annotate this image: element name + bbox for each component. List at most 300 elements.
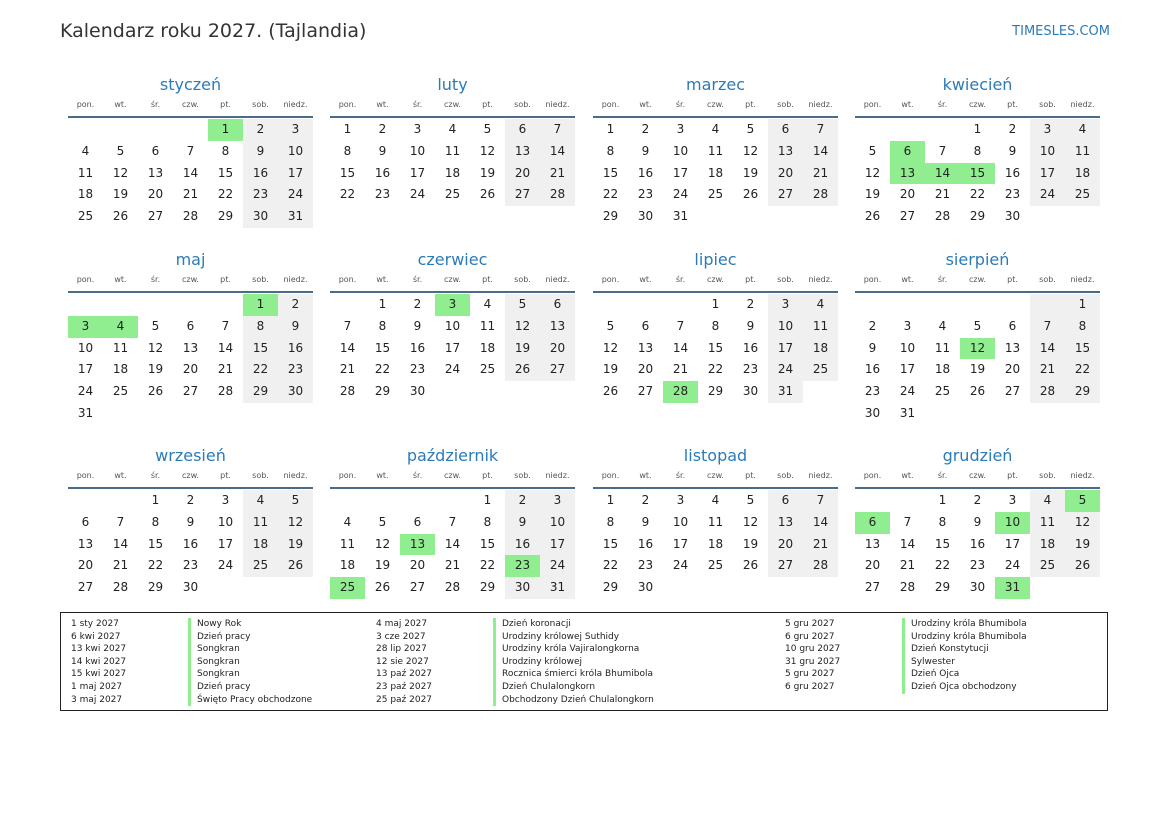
holiday-name: Urodziny królowej xyxy=(493,656,582,669)
day-cell: 17 xyxy=(672,165,689,180)
day-cell: 25 xyxy=(444,187,461,202)
weekday-label: niedz. xyxy=(808,275,833,284)
day-cell: 23 xyxy=(864,384,881,399)
day-cell: 22 xyxy=(339,187,356,202)
day-cell: 2 xyxy=(1008,122,1017,136)
page-title: Kalendarz roku 2027. (Tajlandia) xyxy=(60,20,367,42)
empty-day-cell xyxy=(208,403,243,425)
day-cell: 27 xyxy=(409,580,426,595)
day-cell: 24 xyxy=(409,187,426,202)
month-calendar xyxy=(855,74,1100,228)
day-cell: 28 xyxy=(803,184,838,206)
day-cell: 31 xyxy=(995,577,1030,599)
day-cell: 30 xyxy=(243,206,278,228)
empty-day-cell xyxy=(768,206,803,228)
header-divider xyxy=(68,116,313,118)
day-cell: 16 xyxy=(742,340,759,355)
day-cell: 11 xyxy=(707,514,724,529)
day-grid xyxy=(593,294,838,403)
day-cell: 3 xyxy=(676,122,685,136)
day-cell: 23 xyxy=(243,184,278,206)
empty-day-cell xyxy=(995,403,1030,425)
day-cell: 5 xyxy=(505,294,540,316)
day-cell: 8 xyxy=(221,143,230,158)
day-grid xyxy=(593,490,838,599)
week-row xyxy=(330,338,575,360)
day-cell: 3 xyxy=(68,316,103,338)
day-cell: 20 xyxy=(409,558,426,573)
header-divider xyxy=(593,487,838,489)
day-cell: 28 xyxy=(663,381,698,403)
week-row xyxy=(68,359,313,381)
empty-day-cell xyxy=(960,403,995,425)
legend-row xyxy=(785,681,1027,694)
day-cell: 15 xyxy=(960,163,995,185)
day-cell: 3 xyxy=(435,294,470,316)
day-cell: 29 xyxy=(934,580,951,595)
weekday-label: pon. xyxy=(601,100,620,109)
week-row xyxy=(855,184,1100,206)
holiday-name: Dzień Chulalongkorn xyxy=(493,681,595,694)
empty-day-cell xyxy=(470,381,505,403)
empty-day-cell xyxy=(435,490,470,512)
weekday-label: niedz. xyxy=(283,275,308,284)
month-name: styczeń xyxy=(159,75,222,94)
weekday-label: pt. xyxy=(482,471,493,480)
day-cell: 6 xyxy=(890,141,925,163)
weekday-label: pon. xyxy=(76,471,95,480)
week-row xyxy=(330,577,575,599)
empty-day-cell xyxy=(208,294,243,316)
week-row xyxy=(855,163,1100,185)
legend-row xyxy=(785,668,1027,681)
day-cell: 25 xyxy=(707,187,724,202)
day-cell: 13 xyxy=(540,316,575,338)
weekday-label: sob. xyxy=(252,471,269,480)
empty-day-cell xyxy=(1030,577,1065,599)
day-cell: 20 xyxy=(637,362,654,377)
day-cell: 10 xyxy=(995,512,1030,534)
weekday-label: śr. xyxy=(412,471,423,480)
day-cell: 27 xyxy=(182,384,199,399)
holiday-name: Sylwester xyxy=(902,656,955,669)
day-cell: 12 xyxy=(374,536,391,551)
day-cell: 7 xyxy=(1030,316,1065,338)
weekday-label: śr. xyxy=(150,471,161,480)
week-row xyxy=(593,119,838,141)
week-row xyxy=(593,141,838,163)
holiday-name: Obchodzony Dzień Chulalongkorn xyxy=(493,694,654,707)
day-cell: 9 xyxy=(278,316,313,338)
week-row xyxy=(68,534,313,556)
weekday-label: wt. xyxy=(901,471,914,480)
day-cell: 31 xyxy=(672,209,689,224)
day-cell: 16 xyxy=(864,362,881,377)
holiday-name: Dzień pracy xyxy=(188,681,250,694)
day-cell: 3 xyxy=(1008,493,1017,507)
day-grid xyxy=(68,490,313,599)
weekday-label: sob. xyxy=(252,100,269,109)
weekday-label: wt. xyxy=(376,100,389,109)
day-cell: 10 xyxy=(899,340,916,355)
day-cell: 21 xyxy=(1030,359,1065,381)
empty-day-cell xyxy=(103,490,138,512)
week-row xyxy=(593,338,838,360)
empty-day-cell xyxy=(540,381,575,403)
day-cell: 9 xyxy=(378,143,387,158)
day-cell: 22 xyxy=(1065,359,1100,381)
empty-day-cell xyxy=(278,403,313,425)
day-cell: 20 xyxy=(768,534,803,556)
day-cell: 21 xyxy=(444,558,461,573)
day-cell: 14 xyxy=(803,512,838,534)
day-cell: 7 xyxy=(540,119,575,141)
day-cell: 23 xyxy=(637,558,654,573)
day-cell: 6 xyxy=(768,119,803,141)
day-cell: 13 xyxy=(637,340,654,355)
day-cell: 8 xyxy=(1065,316,1100,338)
weekday-label: sob. xyxy=(1039,100,1056,109)
day-cell: 7 xyxy=(221,318,230,333)
day-cell: 18 xyxy=(934,362,951,377)
day-cell: 19 xyxy=(147,362,164,377)
day-cell: 6 xyxy=(81,514,90,529)
weekday-label: niedz. xyxy=(283,100,308,109)
day-grid xyxy=(330,490,575,599)
day-cell: 19 xyxy=(1065,534,1100,556)
holiday-date: 13 paź 2027 xyxy=(376,669,433,680)
day-cell: 21 xyxy=(899,558,916,573)
holiday-name: Nowy Rok xyxy=(188,618,241,631)
day-cell: 14 xyxy=(112,536,129,551)
day-cell: 17 xyxy=(1030,163,1065,185)
empty-day-cell xyxy=(803,206,838,228)
week-row xyxy=(68,119,313,141)
day-cell: 22 xyxy=(479,558,496,573)
empty-day-cell xyxy=(925,119,960,141)
legend-row xyxy=(376,694,654,707)
week-row xyxy=(593,294,838,316)
day-cell: 14 xyxy=(672,340,689,355)
weekday-label: pt. xyxy=(745,471,756,480)
day-cell: 6 xyxy=(413,514,422,529)
empty-day-cell xyxy=(803,381,838,403)
day-cell: 27 xyxy=(505,184,540,206)
legend-row xyxy=(71,656,312,669)
day-cell: 17 xyxy=(768,338,803,360)
day-cell: 20 xyxy=(182,362,199,377)
holiday-name: Dzień Ojca xyxy=(902,668,959,681)
weekday-label: pt. xyxy=(220,100,231,109)
day-cell: 15 xyxy=(243,338,278,360)
day-cell: 23 xyxy=(1004,187,1021,202)
day-cell: 7 xyxy=(116,514,125,529)
holiday-date: 28 lip 2027 xyxy=(376,644,427,655)
day-cell: 31 xyxy=(77,405,94,420)
day-cell: 25 xyxy=(479,362,496,377)
day-cell: 4 xyxy=(81,143,90,158)
day-cell: 1 xyxy=(343,122,352,136)
month-name: sierpień xyxy=(945,250,1010,269)
empty-day-cell xyxy=(890,490,925,512)
day-cell: 30 xyxy=(278,381,313,403)
day-cell: 20 xyxy=(505,163,540,185)
empty-day-cell xyxy=(1030,294,1065,316)
empty-day-cell xyxy=(698,577,733,599)
day-cell: 2 xyxy=(413,297,422,311)
empty-day-cell xyxy=(208,577,243,599)
legend-row xyxy=(71,668,312,681)
holiday-date: 5 gru 2027 xyxy=(785,669,835,680)
weekday-label: śr. xyxy=(675,471,686,480)
month-name: kwiecień xyxy=(942,75,1013,94)
day-cell: 8 xyxy=(606,143,615,158)
day-cell: 20 xyxy=(147,187,164,202)
week-row xyxy=(593,184,838,206)
day-cell: 16 xyxy=(278,338,313,360)
day-cell: 28 xyxy=(899,580,916,595)
weekday-label: pon. xyxy=(76,275,95,284)
day-cell: 1 xyxy=(606,122,615,136)
day-cell: 19 xyxy=(969,362,986,377)
legend-column xyxy=(785,618,1027,694)
week-row xyxy=(593,512,838,534)
empty-day-cell xyxy=(733,206,768,228)
holiday-date: 1 sty 2027 xyxy=(71,619,119,629)
day-cell: 30 xyxy=(742,384,759,399)
holiday-date: 14 kwi 2027 xyxy=(71,656,127,667)
day-cell: 9 xyxy=(641,514,650,529)
day-cell: 29 xyxy=(1065,381,1100,403)
site-link[interactable]: TIMESLES.COM xyxy=(1012,24,1110,39)
weekday-label: pt. xyxy=(745,100,756,109)
day-cell: 25 xyxy=(112,384,129,399)
day-cell: 23 xyxy=(374,187,391,202)
day-cell: 5 xyxy=(378,514,387,529)
day-cell: 16 xyxy=(374,165,391,180)
day-cell: 11 xyxy=(934,340,951,355)
day-grid xyxy=(855,490,1100,599)
weekday-label: pon. xyxy=(338,100,357,109)
day-cell: 8 xyxy=(343,143,352,158)
weekday-label: czw. xyxy=(969,275,986,284)
day-cell: 12 xyxy=(147,340,164,355)
week-row xyxy=(68,163,313,185)
weekday-label: wt. xyxy=(639,275,652,284)
holiday-name: Urodziny królowej Suthidy xyxy=(493,631,619,644)
day-cell: 27 xyxy=(864,580,881,595)
empty-day-cell xyxy=(663,577,698,599)
empty-day-cell xyxy=(68,119,103,141)
day-cell: 16 xyxy=(409,340,426,355)
week-row xyxy=(855,119,1100,141)
empty-day-cell xyxy=(400,490,435,512)
day-cell: 3 xyxy=(413,122,422,136)
day-cell: 10 xyxy=(444,318,461,333)
day-cell: 13 xyxy=(147,165,164,180)
day-cell: 5 xyxy=(746,122,755,136)
day-cell: 21 xyxy=(339,362,356,377)
day-grid xyxy=(593,119,838,228)
day-cell: 21 xyxy=(112,558,129,573)
day-cell: 10 xyxy=(1030,141,1065,163)
day-cell: 30 xyxy=(637,580,654,595)
day-cell: 13 xyxy=(864,536,881,551)
day-cell: 15 xyxy=(147,536,164,551)
weekday-header xyxy=(330,469,575,483)
day-cell: 20 xyxy=(899,187,916,202)
holiday-date: 15 kwi 2027 xyxy=(71,669,127,680)
day-cell: 13 xyxy=(890,163,925,185)
day-cell: 3 xyxy=(221,493,230,507)
day-cell: 9 xyxy=(413,318,422,333)
day-cell: 4 xyxy=(711,493,720,507)
day-cell: 17 xyxy=(1004,536,1021,551)
day-cell: 17 xyxy=(540,534,575,556)
empty-day-cell xyxy=(365,490,400,512)
day-cell: 23 xyxy=(409,362,426,377)
holiday-name: Dzień pracy xyxy=(188,631,250,644)
empty-day-cell xyxy=(593,294,628,316)
empty-day-cell xyxy=(103,119,138,141)
header-divider xyxy=(330,487,575,489)
week-row xyxy=(68,555,313,577)
header-divider xyxy=(68,487,313,489)
day-cell: 16 xyxy=(969,536,986,551)
day-cell: 26 xyxy=(147,384,164,399)
weekday-label: czw. xyxy=(969,100,986,109)
empty-day-cell xyxy=(243,403,278,425)
day-cell: 19 xyxy=(864,187,881,202)
week-row xyxy=(855,577,1100,599)
holiday-name: Songkran xyxy=(188,656,240,669)
day-cell: 19 xyxy=(374,558,391,573)
day-cell: 18 xyxy=(339,558,356,573)
day-cell: 2 xyxy=(186,493,195,507)
day-cell: 9 xyxy=(973,514,982,529)
day-cell: 17 xyxy=(672,536,689,551)
day-cell: 5 xyxy=(151,318,160,333)
day-cell: 5 xyxy=(278,490,313,512)
day-cell: 9 xyxy=(641,143,650,158)
week-row xyxy=(593,206,838,228)
day-cell: 17 xyxy=(899,362,916,377)
weekday-label: sob. xyxy=(252,275,269,284)
month-calendar xyxy=(330,74,575,206)
day-cell: 31 xyxy=(768,381,803,403)
day-cell: 10 xyxy=(672,514,689,529)
legend-row xyxy=(71,681,312,694)
empty-day-cell xyxy=(505,381,540,403)
month-name: maj xyxy=(175,250,206,269)
weekday-label: niedz. xyxy=(545,100,570,109)
day-cell: 23 xyxy=(505,555,540,577)
day-cell: 1 xyxy=(938,493,947,507)
weekday-label: czw. xyxy=(707,275,724,284)
header-divider xyxy=(593,291,838,293)
day-cell: 9 xyxy=(1008,143,1017,158)
day-cell: 3 xyxy=(676,493,685,507)
day-cell: 1 xyxy=(606,493,615,507)
legend-column xyxy=(71,618,312,706)
weekday-label: pt. xyxy=(220,471,231,480)
day-cell: 9 xyxy=(868,340,877,355)
day-cell: 29 xyxy=(374,384,391,399)
weekday-label: pt. xyxy=(482,100,493,109)
empty-day-cell xyxy=(173,294,208,316)
holiday-date: 3 cze 2027 xyxy=(376,631,426,642)
holiday-date: 13 kwi 2027 xyxy=(71,644,127,655)
header-divider xyxy=(855,116,1100,118)
day-cell: 28 xyxy=(112,580,129,595)
weekday-label: niedz. xyxy=(1070,275,1095,284)
empty-day-cell xyxy=(138,119,173,141)
empty-day-cell xyxy=(330,490,365,512)
day-cell: 30 xyxy=(864,405,881,420)
day-cell: 18 xyxy=(803,338,838,360)
week-row xyxy=(330,534,575,556)
day-cell: 7 xyxy=(938,143,947,158)
day-cell: 22 xyxy=(374,362,391,377)
day-cell: 6 xyxy=(1008,318,1017,333)
day-cell: 15 xyxy=(934,536,951,551)
weekday-label: sob. xyxy=(514,100,531,109)
day-cell: 12 xyxy=(742,514,759,529)
holiday-name: Songkran xyxy=(188,643,240,656)
day-cell: 18 xyxy=(707,165,724,180)
day-cell: 6 xyxy=(768,490,803,512)
legend-row xyxy=(71,618,312,631)
empty-day-cell xyxy=(855,490,890,512)
day-cell: 20 xyxy=(768,163,803,185)
week-row xyxy=(593,163,838,185)
legend-row xyxy=(71,694,312,707)
day-cell: 29 xyxy=(479,580,496,595)
day-cell: 5 xyxy=(483,122,492,136)
day-cell: 8 xyxy=(711,318,720,333)
legend-row xyxy=(376,668,654,681)
holiday-legend xyxy=(60,612,1108,711)
legend-row xyxy=(376,643,654,656)
legend-row xyxy=(71,643,312,656)
empty-day-cell xyxy=(925,403,960,425)
day-cell: 27 xyxy=(637,384,654,399)
day-cell: 19 xyxy=(742,536,759,551)
day-cell: 2 xyxy=(378,122,387,136)
week-row xyxy=(855,316,1100,338)
day-cell: 7 xyxy=(803,119,838,141)
day-cell: 23 xyxy=(742,362,759,377)
day-cell: 15 xyxy=(479,536,496,551)
weekday-label: niedz. xyxy=(808,471,833,480)
week-row xyxy=(855,555,1100,577)
day-cell: 24 xyxy=(278,184,313,206)
day-cell: 30 xyxy=(409,384,426,399)
holiday-date: 25 paź 2027 xyxy=(376,694,433,705)
holiday-name: Rocznica śmierci króla Bhumibola xyxy=(493,668,653,681)
week-row xyxy=(68,294,313,316)
weekday-label: niedz. xyxy=(1070,100,1095,109)
day-cell: 18 xyxy=(1030,534,1065,556)
holiday-name: Songkran xyxy=(188,668,240,681)
week-row xyxy=(855,206,1100,228)
holiday-name: Dzień Ojca obchodzony xyxy=(902,681,1017,694)
day-cell: 16 xyxy=(182,536,199,551)
empty-day-cell xyxy=(435,381,470,403)
day-cell: 17 xyxy=(278,163,313,185)
day-cell: 9 xyxy=(746,318,755,333)
day-cell: 25 xyxy=(707,558,724,573)
